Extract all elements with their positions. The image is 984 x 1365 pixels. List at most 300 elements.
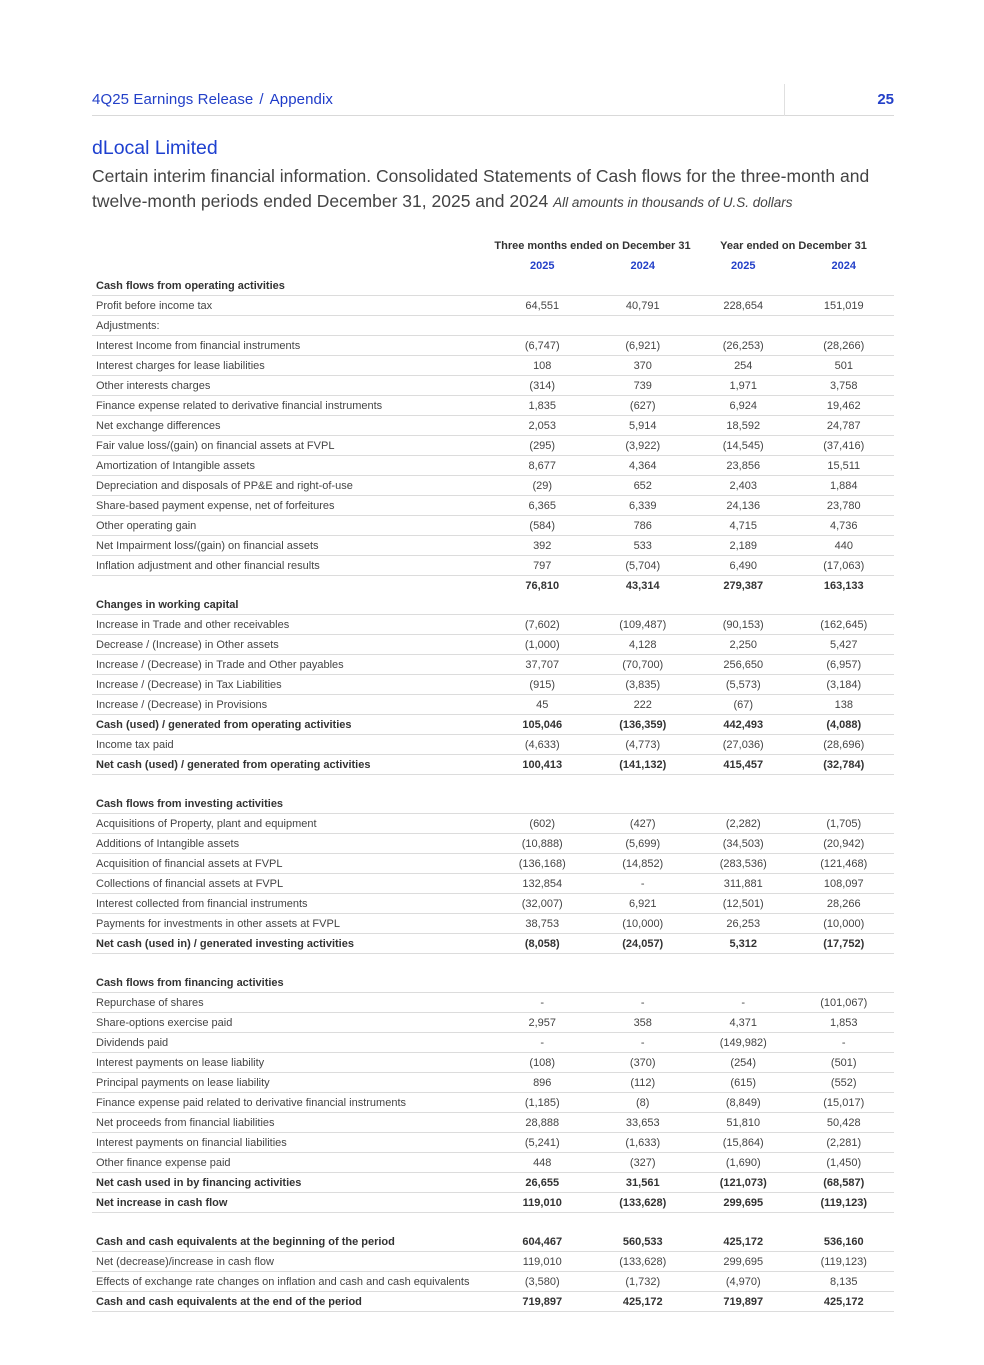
row-label: Income tax paid xyxy=(92,735,492,755)
value-fy-2024: 425,172 xyxy=(794,1292,895,1312)
units-note: All amounts in thousands of U.S. dollars xyxy=(553,195,793,210)
breadcrumb-section[interactable]: Appendix xyxy=(269,91,334,108)
value-q-2024: 370 xyxy=(593,356,694,376)
table-row xyxy=(92,1093,894,1113)
value-fy-2024: (28,696) xyxy=(794,735,895,755)
section-header-row xyxy=(92,595,894,615)
row-label: Share-based payment expense, net of forfeitures xyxy=(92,496,492,516)
page xyxy=(92,84,894,1312)
breadcrumb-document[interactable]: 4Q25 Earnings Release xyxy=(92,91,254,108)
value-q-2024: (5,699) xyxy=(593,834,694,854)
value-q-2025: 6,365 xyxy=(492,496,593,516)
row-label: Fair value loss/(gain) on financial assets at FVPL xyxy=(92,436,492,456)
value-fy-2025: 415,457 xyxy=(693,755,794,775)
table-row xyxy=(92,894,894,914)
section-header-row xyxy=(92,794,894,814)
value-q-2025 xyxy=(492,276,593,296)
value-fy-2025: 311,881 xyxy=(693,874,794,894)
row-label: Inflation adjustment and other financial results xyxy=(92,556,492,576)
value-fy-2024: (1,705) xyxy=(794,814,895,834)
table-row xyxy=(92,376,894,396)
value-fy-2025: (90,153) xyxy=(693,615,794,635)
row-label: Payments for investments in other assets at FVPL xyxy=(92,914,492,934)
value-q-2025 xyxy=(492,794,593,814)
row-label: Adjustments: xyxy=(92,316,492,336)
value-q-2025: 26,655 xyxy=(492,1173,593,1193)
value-fy-2025: 279,387 xyxy=(723,579,764,592)
row-label: Net Impairment loss/(gain) on financial assets xyxy=(92,536,492,556)
value-fy-2025: (8,849) xyxy=(693,1093,794,1113)
row-label: Cash and cash equivalents at the end of the period xyxy=(92,1292,492,1312)
value-q-2024 xyxy=(593,595,694,615)
table-row xyxy=(92,516,894,536)
year-header-q-2025: 2025 xyxy=(530,260,555,272)
total-row xyxy=(92,576,894,596)
value-q-2024: 31,561 xyxy=(593,1173,694,1193)
value-q-2024: 425,172 xyxy=(593,1292,694,1312)
value-q-2025: 119,010 xyxy=(492,1252,593,1272)
value-q-2024: 4,128 xyxy=(593,635,694,655)
value-q-2025: 1,835 xyxy=(492,396,593,416)
value-q-2024 xyxy=(593,973,694,993)
row-label: Cash flows from investing activities xyxy=(92,794,492,814)
value-fy-2024: 138 xyxy=(794,695,895,715)
value-q-2025: 76,810 xyxy=(525,579,560,592)
row-label: Increase in Trade and other receivables xyxy=(92,615,492,635)
row-label: Cash and cash equivalents at the beginning of the period xyxy=(92,1232,492,1252)
value-fy-2025: (12,501) xyxy=(693,894,794,914)
value-q-2025: (29) xyxy=(492,476,593,496)
value-fy-2025: 4,715 xyxy=(693,516,794,536)
table-row xyxy=(92,615,894,635)
value-q-2024: (109,487) xyxy=(593,615,694,635)
row-label: Dividends paid xyxy=(92,1033,492,1053)
value-fy-2024 xyxy=(794,276,895,296)
value-q-2024: 5,914 xyxy=(593,416,694,436)
value-q-2024: 6,339 xyxy=(593,496,694,516)
table-row xyxy=(92,1153,894,1173)
value-fy-2024: (28,266) xyxy=(794,336,895,356)
total-row xyxy=(92,934,894,954)
value-fy-2024 xyxy=(794,954,895,974)
value-q-2025: 392 xyxy=(492,536,593,556)
table-row xyxy=(92,1272,894,1292)
value-q-2025: 8,677 xyxy=(492,456,593,476)
value-fy-2025: 442,493 xyxy=(693,715,794,735)
value-q-2024 xyxy=(593,276,694,296)
spacer-row xyxy=(92,1213,894,1233)
total-row xyxy=(92,1193,894,1213)
value-fy-2025 xyxy=(693,954,794,974)
value-q-2024: - xyxy=(593,1033,694,1053)
table-row xyxy=(92,655,894,675)
row-label: Cash flows from operating activities xyxy=(92,276,492,296)
row-label: Cash flows from financing activities xyxy=(92,973,492,993)
value-q-2025 xyxy=(492,1213,593,1233)
table-row xyxy=(92,874,894,894)
row-label xyxy=(92,775,492,795)
row-label: Interest payments on lease liability xyxy=(92,1053,492,1073)
value-q-2024: (14,852) xyxy=(593,854,694,874)
value-fy-2025: 254 xyxy=(693,356,794,376)
value-q-2025: (602) xyxy=(492,814,593,834)
value-q-2024: 33,653 xyxy=(593,1113,694,1133)
table-row xyxy=(92,834,894,854)
table-row xyxy=(92,536,894,556)
row-label: Amortization of Intangible assets xyxy=(92,456,492,476)
value-fy-2024: (17,063) xyxy=(794,556,895,576)
section-header-row xyxy=(92,276,894,296)
value-q-2024: 652 xyxy=(593,476,694,496)
value-q-2024 xyxy=(593,316,694,336)
value-fy-2025: 51,810 xyxy=(693,1113,794,1133)
value-q-2025: 2,957 xyxy=(492,1013,593,1033)
value-fy-2024 xyxy=(794,794,895,814)
value-q-2025: (4,633) xyxy=(492,735,593,755)
value-q-2024: (70,700) xyxy=(593,655,694,675)
value-q-2024: (141,132) xyxy=(593,755,694,775)
value-fy-2025: 1,971 xyxy=(693,376,794,396)
group-header-year: Year ended on December 31 xyxy=(720,240,867,252)
value-fy-2025: 6,924 xyxy=(693,396,794,416)
row-label xyxy=(92,954,492,974)
value-fy-2024: (4,088) xyxy=(794,715,895,735)
row-label: Net increase in cash flow xyxy=(92,1193,492,1213)
row-label: Increase / (Decrease) in Tax Liabilities xyxy=(92,675,492,695)
value-fy-2024: 1,884 xyxy=(794,476,895,496)
value-fy-2024: 50,428 xyxy=(794,1113,895,1133)
value-fy-2024: (501) xyxy=(794,1053,895,1073)
value-q-2025: (314) xyxy=(492,376,593,396)
value-q-2025: 45 xyxy=(492,695,593,715)
row-label xyxy=(92,576,492,596)
value-fy-2025: 18,592 xyxy=(693,416,794,436)
value-q-2025: (5,241) xyxy=(492,1133,593,1153)
value-q-2024: (1,732) xyxy=(593,1272,694,1292)
table-row xyxy=(92,1033,894,1053)
statement-description: Certain interim financial information. Consolidated Statements of Cash flows for the three-month and twelve-month periods ended December 31, 2025 and 2024 xyxy=(92,166,870,211)
value-fy-2025: 228,654 xyxy=(693,296,794,316)
value-fy-2025: 23,856 xyxy=(693,456,794,476)
table-row xyxy=(92,993,894,1013)
value-q-2025: 132,854 xyxy=(492,874,593,894)
value-fy-2025 xyxy=(693,775,794,795)
value-q-2025: - xyxy=(492,993,593,1013)
table-row xyxy=(92,675,894,695)
table-row xyxy=(92,1252,894,1272)
row-label: Net (decrease)/increase in cash flow xyxy=(92,1252,492,1272)
table-row xyxy=(92,1113,894,1133)
value-fy-2025 xyxy=(693,1213,794,1233)
value-q-2025: (1,000) xyxy=(492,635,593,655)
table-row xyxy=(92,296,894,316)
value-q-2025: (3,580) xyxy=(492,1272,593,1292)
value-fy-2025: (67) xyxy=(693,695,794,715)
row-label: Repurchase of shares xyxy=(92,993,492,1013)
value-q-2024: - xyxy=(593,993,694,1013)
value-q-2024: (6,921) xyxy=(593,336,694,356)
row-label: Increase / (Decrease) in Provisions xyxy=(92,695,492,715)
row-label: Collections of financial assets at FVPL xyxy=(92,874,492,894)
value-q-2024: 560,533 xyxy=(593,1232,694,1252)
value-q-2024: 739 xyxy=(593,376,694,396)
year-header-fy-2025: 2025 xyxy=(731,260,756,272)
value-q-2024: 6,921 xyxy=(593,894,694,914)
value-q-2025: 896 xyxy=(492,1073,593,1093)
value-fy-2025: (4,970) xyxy=(693,1272,794,1292)
table-row xyxy=(92,1013,894,1033)
value-fy-2024: 108,097 xyxy=(794,874,895,894)
value-fy-2024: 5,427 xyxy=(794,635,895,655)
value-fy-2025: (15,864) xyxy=(693,1133,794,1153)
value-q-2025 xyxy=(492,973,593,993)
value-q-2025: 797 xyxy=(492,556,593,576)
row-label: Decrease / (Increase) in Other assets xyxy=(92,635,492,655)
value-q-2024: (133,628) xyxy=(593,1193,694,1213)
value-fy-2024: 28,266 xyxy=(794,894,895,914)
table-row xyxy=(92,436,894,456)
statement-subtitle xyxy=(92,164,894,215)
value-q-2025: (915) xyxy=(492,675,593,695)
label-column-header xyxy=(92,236,492,256)
row-label: Interest Income from financial instruments xyxy=(92,336,492,356)
value-q-2024: 4,364 xyxy=(593,456,694,476)
value-q-2025: - xyxy=(492,1033,593,1053)
value-fy-2025: 2,189 xyxy=(693,536,794,556)
value-fy-2024: 15,511 xyxy=(794,456,895,476)
total-row xyxy=(92,755,894,775)
value-q-2024: (5,704) xyxy=(593,556,694,576)
row-label: Principal payments on lease liability xyxy=(92,1073,492,1093)
value-q-2025: (108) xyxy=(492,1053,593,1073)
page-number: 25 xyxy=(877,91,894,108)
total-row xyxy=(92,715,894,735)
value-q-2025: 448 xyxy=(492,1153,593,1173)
row-label: Depreciation and disposals of PP&E and right-of-use xyxy=(92,476,492,496)
value-q-2025: (8,058) xyxy=(492,934,593,954)
header-divider xyxy=(784,84,785,116)
value-q-2024: (4,773) xyxy=(593,735,694,755)
value-q-2024: 43,314 xyxy=(625,579,660,592)
value-q-2024: 533 xyxy=(593,536,694,556)
value-fy-2025: (26,253) xyxy=(693,336,794,356)
value-q-2025: 100,413 xyxy=(492,755,593,775)
row-label: Net proceeds from financial liabilities xyxy=(92,1113,492,1133)
value-q-2025: (584) xyxy=(492,516,593,536)
table-row xyxy=(92,695,894,715)
value-fy-2024: 24,787 xyxy=(794,416,895,436)
value-fy-2024 xyxy=(794,316,895,336)
year-header-q-2024: 2024 xyxy=(630,260,655,272)
value-q-2024: 40,791 xyxy=(593,296,694,316)
table-row xyxy=(92,635,894,655)
value-q-2024: (427) xyxy=(593,814,694,834)
value-fy-2025: (2,282) xyxy=(693,814,794,834)
row-label: Acquisitions of Property, plant and equipment xyxy=(92,814,492,834)
table-row xyxy=(92,1133,894,1153)
value-fy-2025: (283,536) xyxy=(693,854,794,874)
row-label: Acquisition of financial assets at FVPL xyxy=(92,854,492,874)
value-q-2025: 119,010 xyxy=(492,1193,593,1213)
value-q-2025: 719,897 xyxy=(492,1292,593,1312)
value-fy-2024: 501 xyxy=(794,356,895,376)
table-row xyxy=(92,814,894,834)
value-q-2025 xyxy=(492,954,593,974)
row-label: Interest payments on financial liabilities xyxy=(92,1133,492,1153)
row-label: Cash (used) / generated from operating activities xyxy=(92,715,492,735)
total-row xyxy=(92,1232,894,1252)
total-row xyxy=(92,1173,894,1193)
value-fy-2024: 163,133 xyxy=(823,579,864,592)
value-q-2025: (1,185) xyxy=(492,1093,593,1113)
value-fy-2024 xyxy=(794,595,895,615)
table-row xyxy=(92,476,894,496)
cash-flow-table xyxy=(92,236,894,1312)
value-fy-2025: 6,490 xyxy=(693,556,794,576)
value-fy-2025: 719,897 xyxy=(693,1292,794,1312)
value-q-2025: 28,888 xyxy=(492,1113,593,1133)
value-fy-2024 xyxy=(794,973,895,993)
value-fy-2025: (34,503) xyxy=(693,834,794,854)
value-q-2024: (370) xyxy=(593,1053,694,1073)
spacer-row xyxy=(92,775,894,795)
table-row xyxy=(92,1053,894,1073)
value-q-2024: (327) xyxy=(593,1153,694,1173)
value-q-2024: (627) xyxy=(593,396,694,416)
value-fy-2025: 299,695 xyxy=(693,1252,794,1272)
value-fy-2024 xyxy=(794,1213,895,1233)
value-fy-2024: (101,067) xyxy=(794,993,895,1013)
value-fy-2024: 440 xyxy=(794,536,895,556)
value-q-2024: (136,359) xyxy=(593,715,694,735)
table-row xyxy=(92,914,894,934)
value-q-2024: 222 xyxy=(593,695,694,715)
value-fy-2025: (14,545) xyxy=(693,436,794,456)
row-label: Additions of Intangible assets xyxy=(92,834,492,854)
group-header-three-months: Three months ended on December 31 xyxy=(494,240,691,252)
value-fy-2024: (119,123) xyxy=(794,1252,895,1272)
page-header xyxy=(92,84,894,116)
row-label: Interest charges for lease liabilities xyxy=(92,356,492,376)
row-label: Effects of exchange rate changes on inflation and cash and cash equivalents xyxy=(92,1272,492,1292)
value-fy-2025: (149,982) xyxy=(693,1033,794,1053)
value-fy-2024: 1,853 xyxy=(794,1013,895,1033)
value-q-2024: (24,057) xyxy=(593,934,694,954)
value-q-2025: 105,046 xyxy=(492,715,593,735)
row-label: Profit before income tax xyxy=(92,296,492,316)
value-q-2024 xyxy=(593,775,694,795)
section-header-row xyxy=(92,973,894,993)
value-fy-2025 xyxy=(693,276,794,296)
value-q-2024: (112) xyxy=(593,1073,694,1093)
value-fy-2024: 8,135 xyxy=(794,1272,895,1292)
value-fy-2024: (121,468) xyxy=(794,854,895,874)
value-fy-2025: 5,312 xyxy=(693,934,794,954)
table-row xyxy=(92,496,894,516)
table-row xyxy=(92,336,894,356)
value-fy-2024: - xyxy=(794,1033,895,1053)
value-q-2025: 38,753 xyxy=(492,914,593,934)
value-q-2024: (3,922) xyxy=(593,436,694,456)
value-fy-2025: 425,172 xyxy=(693,1232,794,1252)
value-fy-2025: (1,690) xyxy=(693,1153,794,1173)
value-fy-2024: 19,462 xyxy=(794,396,895,416)
value-q-2024: (1,633) xyxy=(593,1133,694,1153)
value-fy-2024: (2,281) xyxy=(794,1133,895,1153)
row-label: Other operating gain xyxy=(92,516,492,536)
value-q-2024: 786 xyxy=(593,516,694,536)
value-q-2025: 37,707 xyxy=(492,655,593,675)
value-fy-2024: (37,416) xyxy=(794,436,895,456)
value-fy-2025: (5,573) xyxy=(693,675,794,695)
row-label: Net exchange differences xyxy=(92,416,492,436)
row-label: Increase / (Decrease) in Trade and Other payables xyxy=(92,655,492,675)
row-label: Net cash (used in) / generated investing activities xyxy=(92,934,492,954)
value-q-2025 xyxy=(492,595,593,615)
value-q-2025: (32,007) xyxy=(492,894,593,914)
value-q-2024 xyxy=(593,954,694,974)
value-q-2025: (6,747) xyxy=(492,336,593,356)
value-fy-2025: 299,695 xyxy=(693,1193,794,1213)
value-q-2025: 64,551 xyxy=(492,296,593,316)
value-q-2025 xyxy=(492,775,593,795)
row-label: Other finance expense paid xyxy=(92,1153,492,1173)
value-fy-2024: (162,645) xyxy=(794,615,895,635)
table-body xyxy=(92,276,894,1312)
value-q-2024: (133,628) xyxy=(593,1252,694,1272)
breadcrumb xyxy=(92,91,333,108)
value-fy-2024: (1,450) xyxy=(794,1153,895,1173)
value-q-2024: (10,000) xyxy=(593,914,694,934)
value-q-2024: (8) xyxy=(593,1093,694,1113)
value-fy-2024: (32,784) xyxy=(794,755,895,775)
value-fy-2024: (15,017) xyxy=(794,1093,895,1113)
value-fy-2025 xyxy=(693,973,794,993)
value-fy-2024: (17,752) xyxy=(794,934,895,954)
row-label: Net cash (used) / generated from operating activities xyxy=(92,755,492,775)
value-fy-2025 xyxy=(693,595,794,615)
row-label: Finance expense related to derivative financial instruments xyxy=(92,396,492,416)
value-q-2025 xyxy=(492,316,593,336)
value-q-2024 xyxy=(593,1213,694,1233)
value-fy-2025: 26,253 xyxy=(693,914,794,934)
total-row xyxy=(92,1292,894,1312)
table-row xyxy=(92,396,894,416)
value-fy-2024: 23,780 xyxy=(794,496,895,516)
value-q-2025: 2,053 xyxy=(492,416,593,436)
value-q-2024: (3,835) xyxy=(593,675,694,695)
row-label: Changes in working capital xyxy=(92,595,492,615)
row-label: Other interests charges xyxy=(92,376,492,396)
value-fy-2025: (254) xyxy=(693,1053,794,1073)
value-fy-2025: 2,250 xyxy=(693,635,794,655)
value-fy-2024: 151,019 xyxy=(794,296,895,316)
value-q-2025: (10,888) xyxy=(492,834,593,854)
row-label: Finance expense paid related to derivative financial instruments xyxy=(92,1093,492,1113)
value-fy-2024: 4,736 xyxy=(794,516,895,536)
value-fy-2024: (6,957) xyxy=(794,655,895,675)
spacer-row xyxy=(92,954,894,974)
table-row xyxy=(92,854,894,874)
value-fy-2025: 256,650 xyxy=(693,655,794,675)
year-header-row xyxy=(92,256,894,276)
row-label xyxy=(92,1213,492,1233)
value-fy-2025 xyxy=(693,794,794,814)
value-fy-2024: (20,942) xyxy=(794,834,895,854)
year-header-fy-2024: 2024 xyxy=(831,260,856,272)
value-fy-2024: (3,184) xyxy=(794,675,895,695)
table-row xyxy=(92,1073,894,1093)
